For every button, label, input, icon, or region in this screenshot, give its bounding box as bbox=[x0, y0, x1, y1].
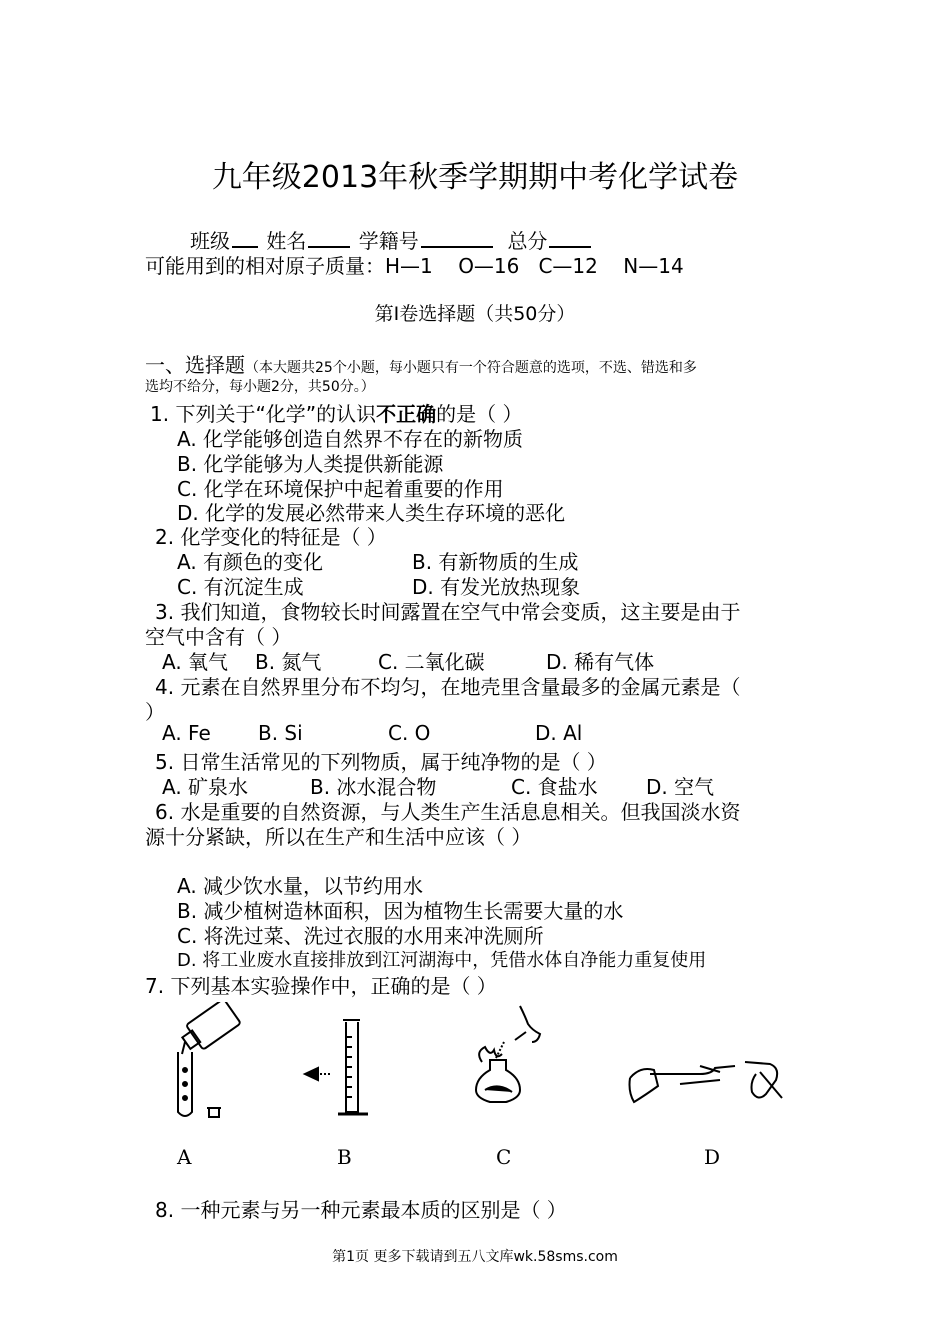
q4-option-b: B. Si bbox=[258, 721, 303, 745]
q4-option-d: D. Al bbox=[535, 721, 583, 745]
page-footer: 第1页 更多下载请到五八文库wk.58sms.com bbox=[332, 1249, 618, 1265]
figure-c-smelling-icon bbox=[476, 1006, 540, 1102]
page-title: 九年级2013年秋季学期期中考化学试卷 bbox=[211, 160, 739, 195]
figure-label-a: A bbox=[177, 1145, 192, 1169]
name-label: 姓名 bbox=[266, 229, 307, 253]
class-label: 班级 bbox=[190, 229, 230, 253]
q1-stem-post: 的是（ ） bbox=[436, 402, 523, 426]
q3-option-c: C. 二氧化碳 bbox=[378, 650, 485, 674]
q5-stem: 5. 日常生活常见的下列物质，属于纯净物的是（ ） bbox=[155, 750, 607, 774]
q2-stem: 2. 化学变化的特征是（ ） bbox=[155, 525, 387, 549]
q1-stem-pre: 1. 下列关于“化学”的认识 bbox=[150, 402, 377, 426]
q7-stem: 7. 下列基本实验操作中，正确的是（ ） bbox=[145, 974, 497, 998]
q1-option-c: C. 化学在环境保护中起着重要的作用 bbox=[177, 477, 504, 501]
q4-stem-line2: ） bbox=[145, 700, 165, 724]
part1-heading-line bbox=[145, 349, 697, 378]
q3-option-a: A. 氧气 bbox=[162, 650, 229, 674]
q6-option-d bbox=[177, 946, 706, 972]
q3-stem-line2: 空气中含有（ ） bbox=[145, 625, 292, 649]
q1-option-a: A. 化学能够创造自然界不存在的新物质 bbox=[177, 427, 524, 451]
class-blank bbox=[232, 228, 258, 248]
id-blank bbox=[421, 228, 493, 248]
section-title: 第Ⅰ卷选择题（共50分） bbox=[374, 303, 576, 325]
id-label: 学籍号 bbox=[358, 229, 419, 253]
figure-label-b: B bbox=[337, 1145, 352, 1169]
figure-label-c: C bbox=[496, 1145, 512, 1169]
q1-option-b: B. 化学能够为人类提供新能源 bbox=[177, 452, 444, 476]
q6-option-b: B. 减少植树造林面积，因为植物生长需要大量的水 bbox=[177, 899, 624, 923]
q6-option-d-text: D. 将工业废水直接排放到江河湖海中，凭借水体自净能力重复使用 bbox=[177, 950, 707, 971]
q3-option-d: D. 稀有气体 bbox=[546, 650, 655, 674]
q2-option-a: A. 有颜色的变化 bbox=[177, 550, 324, 574]
part1-heading: 一、选择题 bbox=[145, 353, 245, 377]
total-blank bbox=[549, 228, 591, 248]
q5-option-d: D. 空气 bbox=[646, 775, 715, 799]
q4-option-c: C. O bbox=[388, 721, 431, 745]
q6-stem-line1: 6. 水是重要的自然资源，与人类生产生活息息相关。但我国淡水资 bbox=[155, 800, 741, 824]
q5-option-a: A. 矿泉水 bbox=[162, 775, 249, 799]
total-label: 总分 bbox=[507, 229, 548, 253]
q5-option-c: C. 食盐水 bbox=[511, 775, 598, 799]
figure-label-d: D bbox=[704, 1145, 721, 1169]
q3-stem-line1: 3. 我们知道，食物较长时间露置在空气中常会变质，这主要是由于 bbox=[155, 600, 741, 624]
q4-option-a: A. Fe bbox=[162, 721, 211, 745]
q1-option-d: D. 化学的发展必然带来人类生存环境的恶化 bbox=[177, 501, 566, 525]
part1-note-line2: 选均不给分，每小题2分，共50分。） bbox=[145, 379, 375, 395]
part1-note: （本大题共25个小题，每小题只有一个符合题意的选项，不选、错选和多 bbox=[245, 360, 697, 376]
q6-stem-line2: 源十分紧缺，所以在生产和生活中应该（ ） bbox=[145, 825, 532, 849]
q6-option-c: C. 将洗过菜、洗过衣服的水用来冲洗厕所 bbox=[177, 924, 544, 948]
q1-stem-bold: 不正确 bbox=[376, 402, 437, 426]
q6-option-a: A. 减少饮水量，以节约用水 bbox=[177, 874, 424, 898]
q2-option-c: C. 有沉淀生成 bbox=[177, 575, 304, 599]
q2-option-b: B. 有新物质的生成 bbox=[412, 550, 579, 574]
q2-option-d: D. 有发光放热现象 bbox=[412, 575, 581, 599]
name-blank bbox=[308, 228, 350, 248]
figure-d-test-tube-icon bbox=[630, 1062, 783, 1102]
figure-a-pouring-icon bbox=[178, 1002, 241, 1117]
q7-lab-figures bbox=[160, 1002, 800, 1172]
q3-option-b: B. 氮气 bbox=[255, 650, 322, 674]
figure-b-cylinder-icon bbox=[305, 1020, 368, 1114]
q5-option-b: B. 冰水混合物 bbox=[310, 775, 437, 799]
atomic-mass-line: 可能用到的相对原子质量：H—1 O—16 C—12 N—14 bbox=[145, 254, 684, 278]
q8-stem: 8. 一种元素与另一种元素最本质的区别是（ ） bbox=[155, 1198, 567, 1222]
q4-stem-line1: 4. 元素在自然界里分布不均匀，在地壳里含量最多的金属元素是（ bbox=[155, 675, 741, 699]
